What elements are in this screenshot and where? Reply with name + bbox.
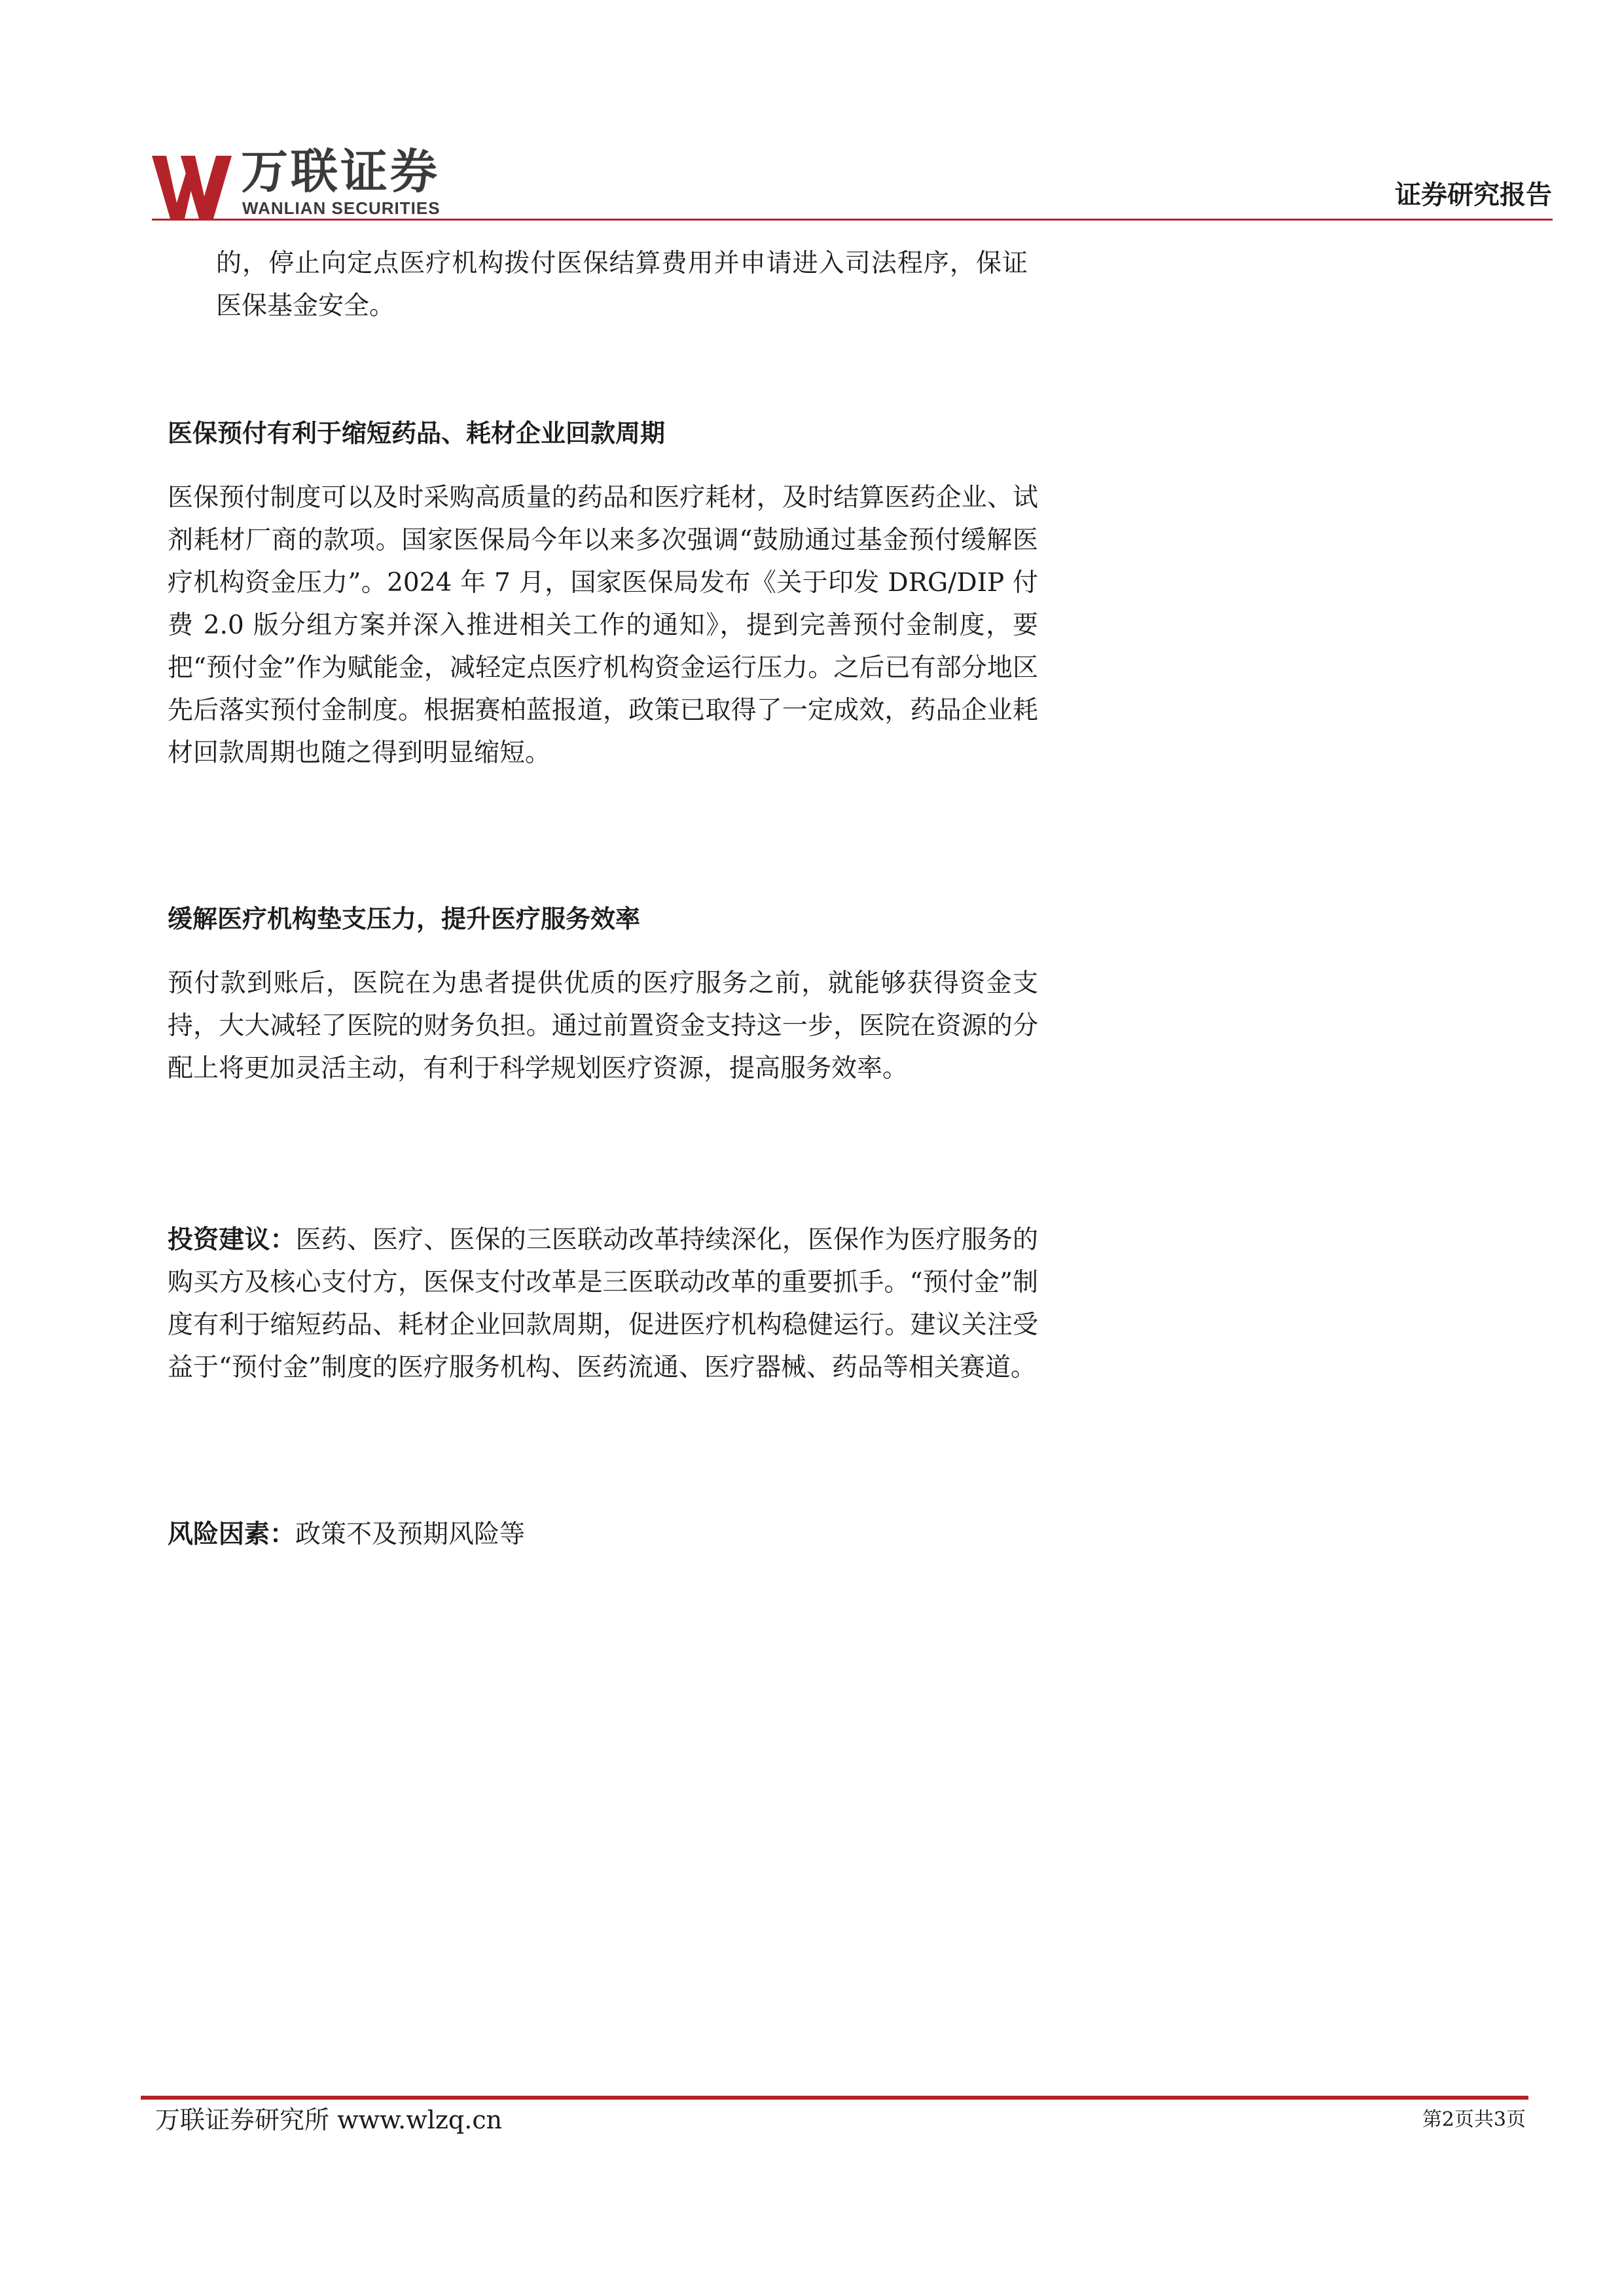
- footer-divider: [141, 2096, 1528, 2100]
- investment-advice-paragraph: [168, 1219, 1038, 1389]
- section1-paragraph: 医保预付制度可以及时采购高质量的药品和医疗耗材，及时结算医药企业、试剂耗材厂商的款项。国家医保局今年以来多次强调“鼓励通过基金预付缓解医疗机构资金压力”。2024 年 7 月，国家医保局发布《关于印发 DRG/DIP 付费 2.0 版分组方案并深入推进相关工作的通知》，提到完善预付金制度，要把“预付金”作为赋能金，减轻定点医疗机构资金运行压力。之后已有部分地区先后落实预付金制度。根据赛柏蓝报道，政策已取得了一定成效，药品企业耗材回款周期也随之得到明显缩短。: [168, 483, 1038, 768]
- report-type-label: 证券研究报告: [1395, 180, 1552, 210]
- section2-heading: 缓解医疗机构垫支压力，提升医疗服务效率: [168, 905, 641, 933]
- logo-english-name: WANLIAN SECURITIES: [242, 198, 441, 218]
- risk-factors-label: 风险因素：: [168, 1520, 296, 1549]
- footer-institute-website: 万联证券研究所 www.wlzq.cn: [155, 2106, 503, 2134]
- risk-factors-text: 政策不及预期风险等: [295, 1520, 526, 1549]
- investment-advice-label: 投资建议：: [168, 1225, 296, 1255]
- wanlian-logo-icon: [152, 154, 232, 220]
- header-divider: [152, 219, 1553, 221]
- investment-advice-text: 医药、医疗、医保的三医联动改革持续深化，医保作为医疗服务的购买方及核心支付方，医保支付改革是三医联动改革的重要抓手。“预付金”制度有利于缩短药品、耗材企业回款周期，促进医疗机构稳健运行。建议关注受益于“预付金”制度的医疗服务机构、医药流通、医疗器械、药品等相关赛道。: [168, 1225, 1038, 1382]
- section1-heading: 医保预付有利于缩短药品、耗材企业回款周期: [168, 419, 666, 448]
- logo-chinese-name: 万联证券: [241, 144, 441, 199]
- risk-factors-paragraph: [168, 1513, 1038, 1556]
- continued-paragraph: 的，停止向定点医疗机构拨付医保结算费用并申请进入司法程序，保证医保基金安全。: [216, 249, 1028, 321]
- page-number: 第2页共3页: [1422, 2108, 1526, 2131]
- section2-paragraph: 预付款到账后，医院在为患者提供优质的医疗服务之前，就能够获得资金支持，大大减轻了医院的财务负担。通过前置资金支持这一步，医院在资源的分配上将更加灵活主动，有利于科学规划医疗资源，提高服务效率。: [168, 969, 1038, 1083]
